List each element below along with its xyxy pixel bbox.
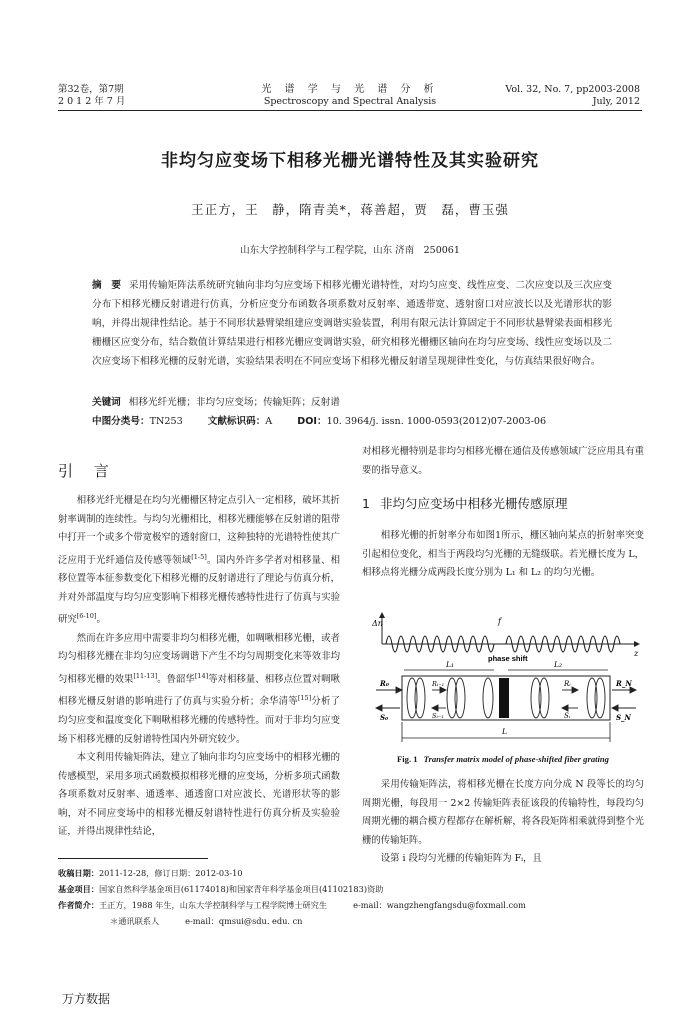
dn-axis-arrow-icon (379, 612, 385, 618)
section1-body-top (362, 527, 644, 583)
Ri1-label: Rᵢ₋₁ (432, 680, 445, 688)
S0-label: S₀ (380, 713, 389, 722)
citation: [15] (297, 694, 312, 703)
wanfang-watermark: 万方数据 (62, 992, 111, 1006)
section-title: 非均匀应变场中相移光栅传感原理 (379, 496, 568, 511)
keywords-line (92, 393, 612, 412)
SN-label: S_N (616, 713, 631, 722)
L-label: L (502, 727, 507, 736)
section-heading-intro: 引 言 (58, 462, 117, 480)
corresponding-email[interactable]: e-mail：qmsui@sdu. edu. cn (185, 916, 303, 926)
date-en: July, 2012 (592, 96, 640, 107)
issue-date: 2 0 1 2 年 7 月 (58, 96, 126, 107)
body-paragraph: 采用传输矩阵法，将相移光栅在长度方向分成 N 段等长的均匀周期光栅，每段用一 2×2 传输矩阵表征该段的传输特性，每段均匀周期光栅的耦合模方程都存在解析解，将各段矩阵相乘就得到整个光栅的传输矩阵。 (362, 779, 644, 846)
abstract (92, 276, 612, 371)
section1-body-bottom (362, 776, 644, 869)
intro-paragraph-end: 对相移光栅特别是非均匀相移光栅在通信及传感领域广泛应用具有重要的指导意义。 (362, 446, 644, 476)
phase-shift-region (499, 678, 509, 718)
figure-transfer-matrix-model (372, 612, 640, 752)
L1-label: L₁ (446, 660, 454, 669)
R0-label: R₀ (380, 679, 389, 688)
keywords-block (92, 393, 612, 431)
header-rule (58, 110, 642, 111)
classification-line (92, 412, 612, 431)
body-paragraph: 相移光栅的折射率分布如图1所示，栅区轴向某点的折射率突变引起相位变化，相当于两段均匀光栅的无缝级联。若光栅长度为 L，相移点将光栅分成两段长度分别为 L₁ 和 L₂ 的均匀光栅。 (362, 530, 644, 578)
citation: [1-5] (191, 552, 207, 561)
intro-body (58, 492, 340, 842)
abstract-label: 摘 要 (92, 280, 121, 291)
footnote-author: 作者简介：王正方，1988 年生，山东大学控制科学与工程学院博士研究生 e-mail：wangzhengfangsdu@foxmail.com (58, 900, 526, 910)
intro-paragraph: 相移光纤光栅是在均匀光栅栅区特定点引入一定相移，破坏其折射率调制的连续性。与均匀光栅相比，相移光栅能够在反射谱的阻带中打开一个或多个带宽极窄的透射窗口，这种独特的光谱特性使其广泛应用于光纤通信及传感等领域[1-5]。国内外许多学者对相移量、相移位置等本征参数变化下相移光栅的反射谱进行了理论与仿真分析，并对外部温度与均匀应变影响下相移光栅传感特性进行了仿真与实验研究[6-10]。 (58, 495, 340, 626)
doi-label: DOI： (297, 416, 327, 427)
doc-code-value: A (265, 416, 273, 427)
journal-volume-en (505, 84, 640, 108)
figure-caption-text: Transfer matrix model of phase-shifted fiber grating (423, 754, 609, 764)
period-label: f (498, 617, 501, 626)
intro-paragraph: 本文利用传输矩阵法，建立了轴向非均匀应变场中的相移光栅的传感模型，采用多项式函数模拟相移光栅的应变场，分析多项式函数各项系数对反射率、通透率、通透窗口对应波长、光谱形状等的影响，对不同应变场中的相移光栅反射谱特性进行仿真分析及实验验证，并得出规律性结论， (58, 752, 340, 837)
doi-value[interactable]: 10. 3964/j. issn. 1000-0593(2012)07-2003-06 (326, 416, 547, 427)
intro-paragraph: 然而在许多应用中需要非均匀相移光栅，如啁啾相移光栅，或者均匀相移光栅在非均匀应变场调谐下产生不均匀周期变化来等效非均匀相移光栅的效果[11-13]。鲁韶华[14]等对相移量、相移点位置对啁啾相移光栅反射谱的影响进行了仿真与实验分析；余华清等[15]分析了均匀应变和温度变化下啁啾相移光栅的传感特性。而对于非均匀应变场下相移光栅的反射谱特性国内外研究较少。 (58, 632, 340, 745)
phase-shift-label: phase shift (488, 654, 528, 663)
intro-continuation (362, 443, 644, 480)
paper-title: 非均匀应变场下相移光栅光谱特性及其实验研究 (161, 151, 539, 171)
RN-label: R_N (616, 679, 632, 688)
body-paragraph: 设第 i 段均匀光栅的传输矩阵为 Fᵢ，且 (380, 853, 542, 864)
section-number: 1 (362, 496, 370, 511)
doc-code-label: 文献标识码： (207, 416, 266, 427)
journal-name-en: Spectroscopy and Spectral Analysis (263, 96, 437, 107)
citation: [11-13] (133, 671, 158, 680)
affiliation: 山东大学控制科学与工程学院，山东 济南 250061 (240, 245, 460, 256)
clc-label: 中图分类号： (92, 416, 150, 427)
author-list: 王正方，王 静，隋青美*，蒋善超，贾 磊，曹玉强 (191, 202, 509, 217)
L2-label: L₂ (554, 660, 562, 669)
figure-number: Fig. 1 (397, 754, 418, 764)
section-heading-1 (362, 494, 644, 512)
citation: [6-10] (76, 612, 97, 621)
journal-name-zh: 光 谱 学 与 光 谱 分 析 (261, 84, 439, 95)
footnote-corresponding: ＊通讯联系人 e-mail：qmsui@sdu. edu. cn (110, 916, 303, 926)
abstract-text: 采用传输矩阵法系统研究轴向非均匀应变场下相移光栅光谱特性，对均匀应变、线性应变、二次应变以及三次应变分布下相移光栅反射谱进行仿真，分析应变分布函数各项系数对反射率、通透带宽、透射窗口对应波长以及光谱形状的影响，并得出规律性结论。基于不同形状悬臂梁组建应变调谐实验装置，利用有限元法计算固定于不同形状悬臂梁表面相移光栅栅区应变分布，结合数值计算结果进行相移光栅应变调谐实验，研究相移光栅栅区轴向在均匀应变场、线性应变场以及二次应变场下相移光栅的反射光谱，实验结果表明在不同应变场下相移光栅反射谱呈现规律性变化，与仿真结果很好吻合。 (92, 280, 613, 367)
volume-issue: 第32卷，第7期 (58, 84, 124, 95)
Ri-label: Rᵢ (564, 680, 571, 688)
keywords-label: 关键词 (92, 397, 121, 408)
citation: [14] (194, 671, 209, 680)
Si-label: Sᵢ (564, 712, 571, 720)
author-email[interactable]: e-mail：wangzhengfangsdu@foxmail.com (353, 900, 526, 910)
clc-value: TN253 (149, 416, 183, 427)
z-axis-arrow-icon (634, 641, 640, 647)
footnote-rule (58, 858, 208, 859)
keywords-text: 相移光纤光栅；非均匀应变场；传输矩阵；反射谱 (128, 397, 340, 408)
figure-caption (362, 754, 644, 764)
dn-axis-label: Δn (372, 619, 383, 628)
volume-pages: Vol. 32, No. 7, pp2003-2008 (505, 84, 640, 95)
footnote-funding: 基金项目：国家自然科学基金项目(61174018)和国家青年科学基金项目(41102183)资助 (58, 884, 384, 894)
z-axis-label: z (634, 649, 639, 658)
footnote-received: 收稿日期：2011-12-28，修订日期：2012-03-10 (58, 868, 243, 878)
Si1-label: Sᵢ₋₁ (432, 712, 444, 720)
